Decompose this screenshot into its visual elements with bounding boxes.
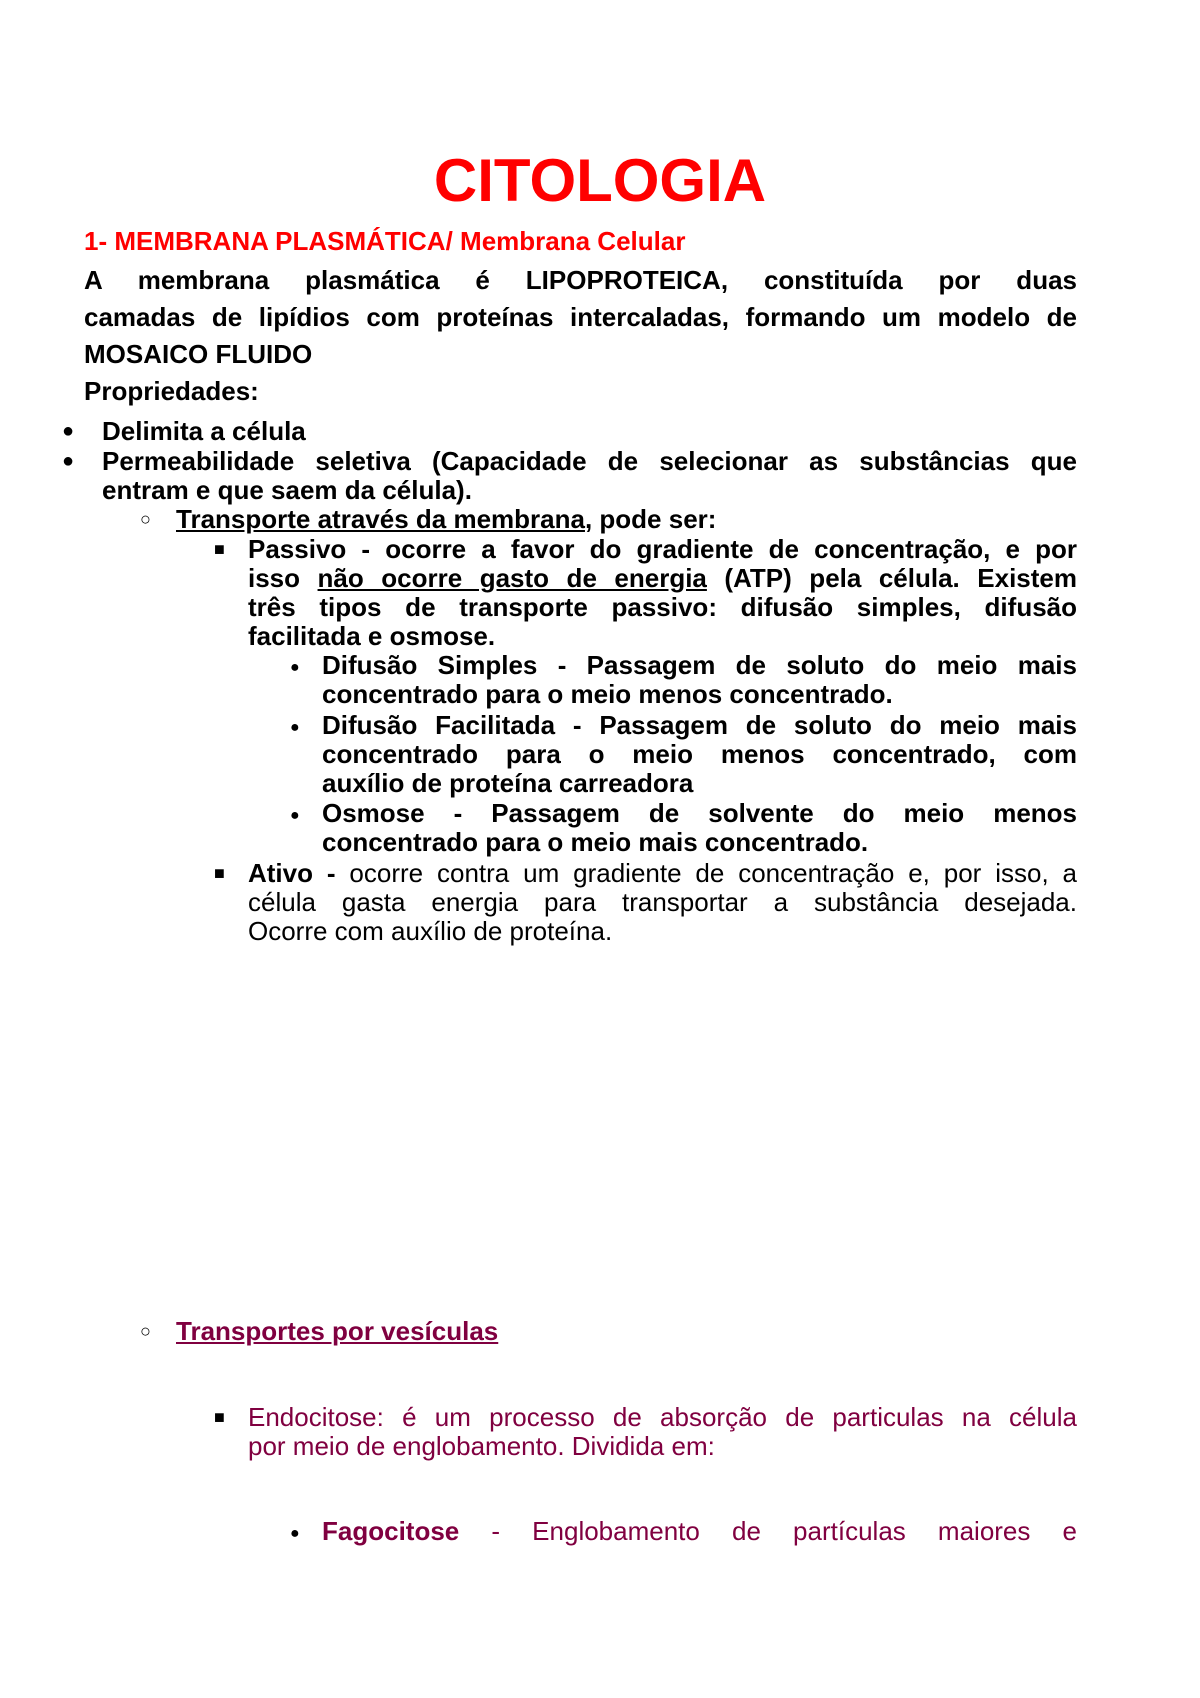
bullet-square-icon: ■ bbox=[214, 1407, 225, 1427]
fagocitose-title: Fagocitose bbox=[322, 1516, 460, 1546]
difusao-facilitada-line-2: concentrado para o meio menos concentrado, com bbox=[322, 739, 1077, 769]
difusao-simples-line-1: Difusão Simples - Passagem de soluto do meio mais bbox=[322, 650, 1077, 680]
bullet-dot-icon: ● bbox=[290, 659, 300, 676]
intro-paragraph bbox=[84, 262, 1077, 373]
bullet-circle-icon: ○ bbox=[140, 509, 151, 529]
osmose-line-2: concentrado para o meio mais concentrado. bbox=[322, 827, 869, 857]
list-item-ativo bbox=[248, 859, 1077, 946]
vesicles-heading: Transportes por vesículas bbox=[176, 1316, 499, 1346]
difusao-facilitada-line-3: auxílio de proteína carreadora bbox=[322, 768, 694, 798]
bullet-square-icon: ■ bbox=[214, 539, 225, 559]
endocitose-line-1: Endocitose: é um processo de absorção de particulas na célula bbox=[248, 1402, 1077, 1432]
transport-label-rest: , pode ser: bbox=[584, 504, 717, 534]
bullet-dot-icon: ● bbox=[62, 450, 75, 472]
passivo-line-1-rest: ocorre a favor do gradiente de concentração, e por bbox=[370, 534, 1078, 564]
bullet-dot-icon: ● bbox=[290, 1525, 300, 1542]
permeabilidade-line-1: Permeabilidade seletiva (Capacidade de selecionar as substâncias que bbox=[102, 446, 1077, 476]
bullet-dot-icon: ● bbox=[290, 719, 300, 736]
osmose-line-1: Osmose - Passagem de solvente do meio menos bbox=[322, 798, 1077, 828]
difusao-facilitada-line-1: Difusão Facilitada - Passagem de soluto do meio mais bbox=[322, 710, 1077, 740]
ativo-line-1-rest: ocorre contra um gradiente de concentração e, por isso, a bbox=[335, 858, 1078, 888]
ativo-line-3: Ocorre com auxílio de proteína. bbox=[248, 916, 613, 946]
passivo-underline: não ocorre gasto de energia bbox=[317, 563, 707, 593]
list-item-transporte bbox=[176, 505, 716, 534]
list-item-osmose bbox=[322, 799, 1077, 857]
page-title: CITOLOGIA bbox=[433, 147, 767, 214]
bullet-square-icon: ■ bbox=[214, 863, 225, 883]
endocitose-line-2: por meio de englobamento. Dividida em: bbox=[248, 1431, 715, 1461]
list-item-permeabilidade bbox=[102, 447, 1077, 505]
ativo-line-1 bbox=[248, 859, 1077, 888]
passivo-line-4: facilitada e osmose. bbox=[248, 621, 496, 651]
list-item-difusao-facilitada bbox=[322, 711, 1077, 798]
passivo-line-2: isso não ocorre gasto de energia (ATP) pela célula. Existem bbox=[248, 563, 1078, 593]
list-item-passivo bbox=[248, 535, 1077, 651]
section-heading-subtitle: Membrana Celular bbox=[452, 226, 686, 256]
section-heading-bold: 1- MEMBRANA PLASMÁTICA/ bbox=[84, 226, 453, 256]
ativo-title: Ativo - bbox=[248, 858, 336, 888]
intro-line-2: camadas de lipídios com proteínas intercaladas, formando um modelo de bbox=[84, 302, 1077, 332]
list-item-delimita: Delimita a célula bbox=[102, 416, 306, 446]
transport-label: Transporte através da membrana bbox=[176, 504, 585, 534]
fagocitose-line-1 bbox=[322, 1517, 1077, 1546]
passivo-line-1 bbox=[248, 535, 1077, 564]
bullet-circle-icon: ○ bbox=[140, 1321, 151, 1341]
intro-line-3: MOSAICO FLUIDO bbox=[84, 339, 313, 369]
section-heading bbox=[84, 224, 685, 258]
list-item-endocitose bbox=[248, 1403, 1077, 1461]
list-item-fagocitose bbox=[322, 1517, 1077, 1546]
permeabilidade-line-2: entram e que saem da célula). bbox=[102, 475, 472, 505]
bullet-dot-icon: ● bbox=[290, 807, 300, 824]
difusao-simples-line-2: concentrado para o meio menos concentrado. bbox=[322, 679, 893, 709]
list-item-difusao-simples bbox=[322, 651, 1077, 709]
properties-label: Propriedades: bbox=[84, 376, 259, 406]
bullet-dot-icon: ● bbox=[62, 420, 75, 442]
passivo-title: Passivo - bbox=[248, 534, 371, 564]
passivo-line-3: três tipos de transporte passivo: difusão simples, difusão bbox=[248, 592, 1077, 622]
fagocitose-rest: - Englobamento de partículas maiores e bbox=[459, 1516, 1077, 1546]
ativo-line-2: célula gasta energia para transportar a substância desejada. bbox=[248, 887, 1077, 917]
intro-line-1: A membrana plasmática é LIPOPROTEICA, constituída por duas bbox=[84, 265, 1077, 295]
